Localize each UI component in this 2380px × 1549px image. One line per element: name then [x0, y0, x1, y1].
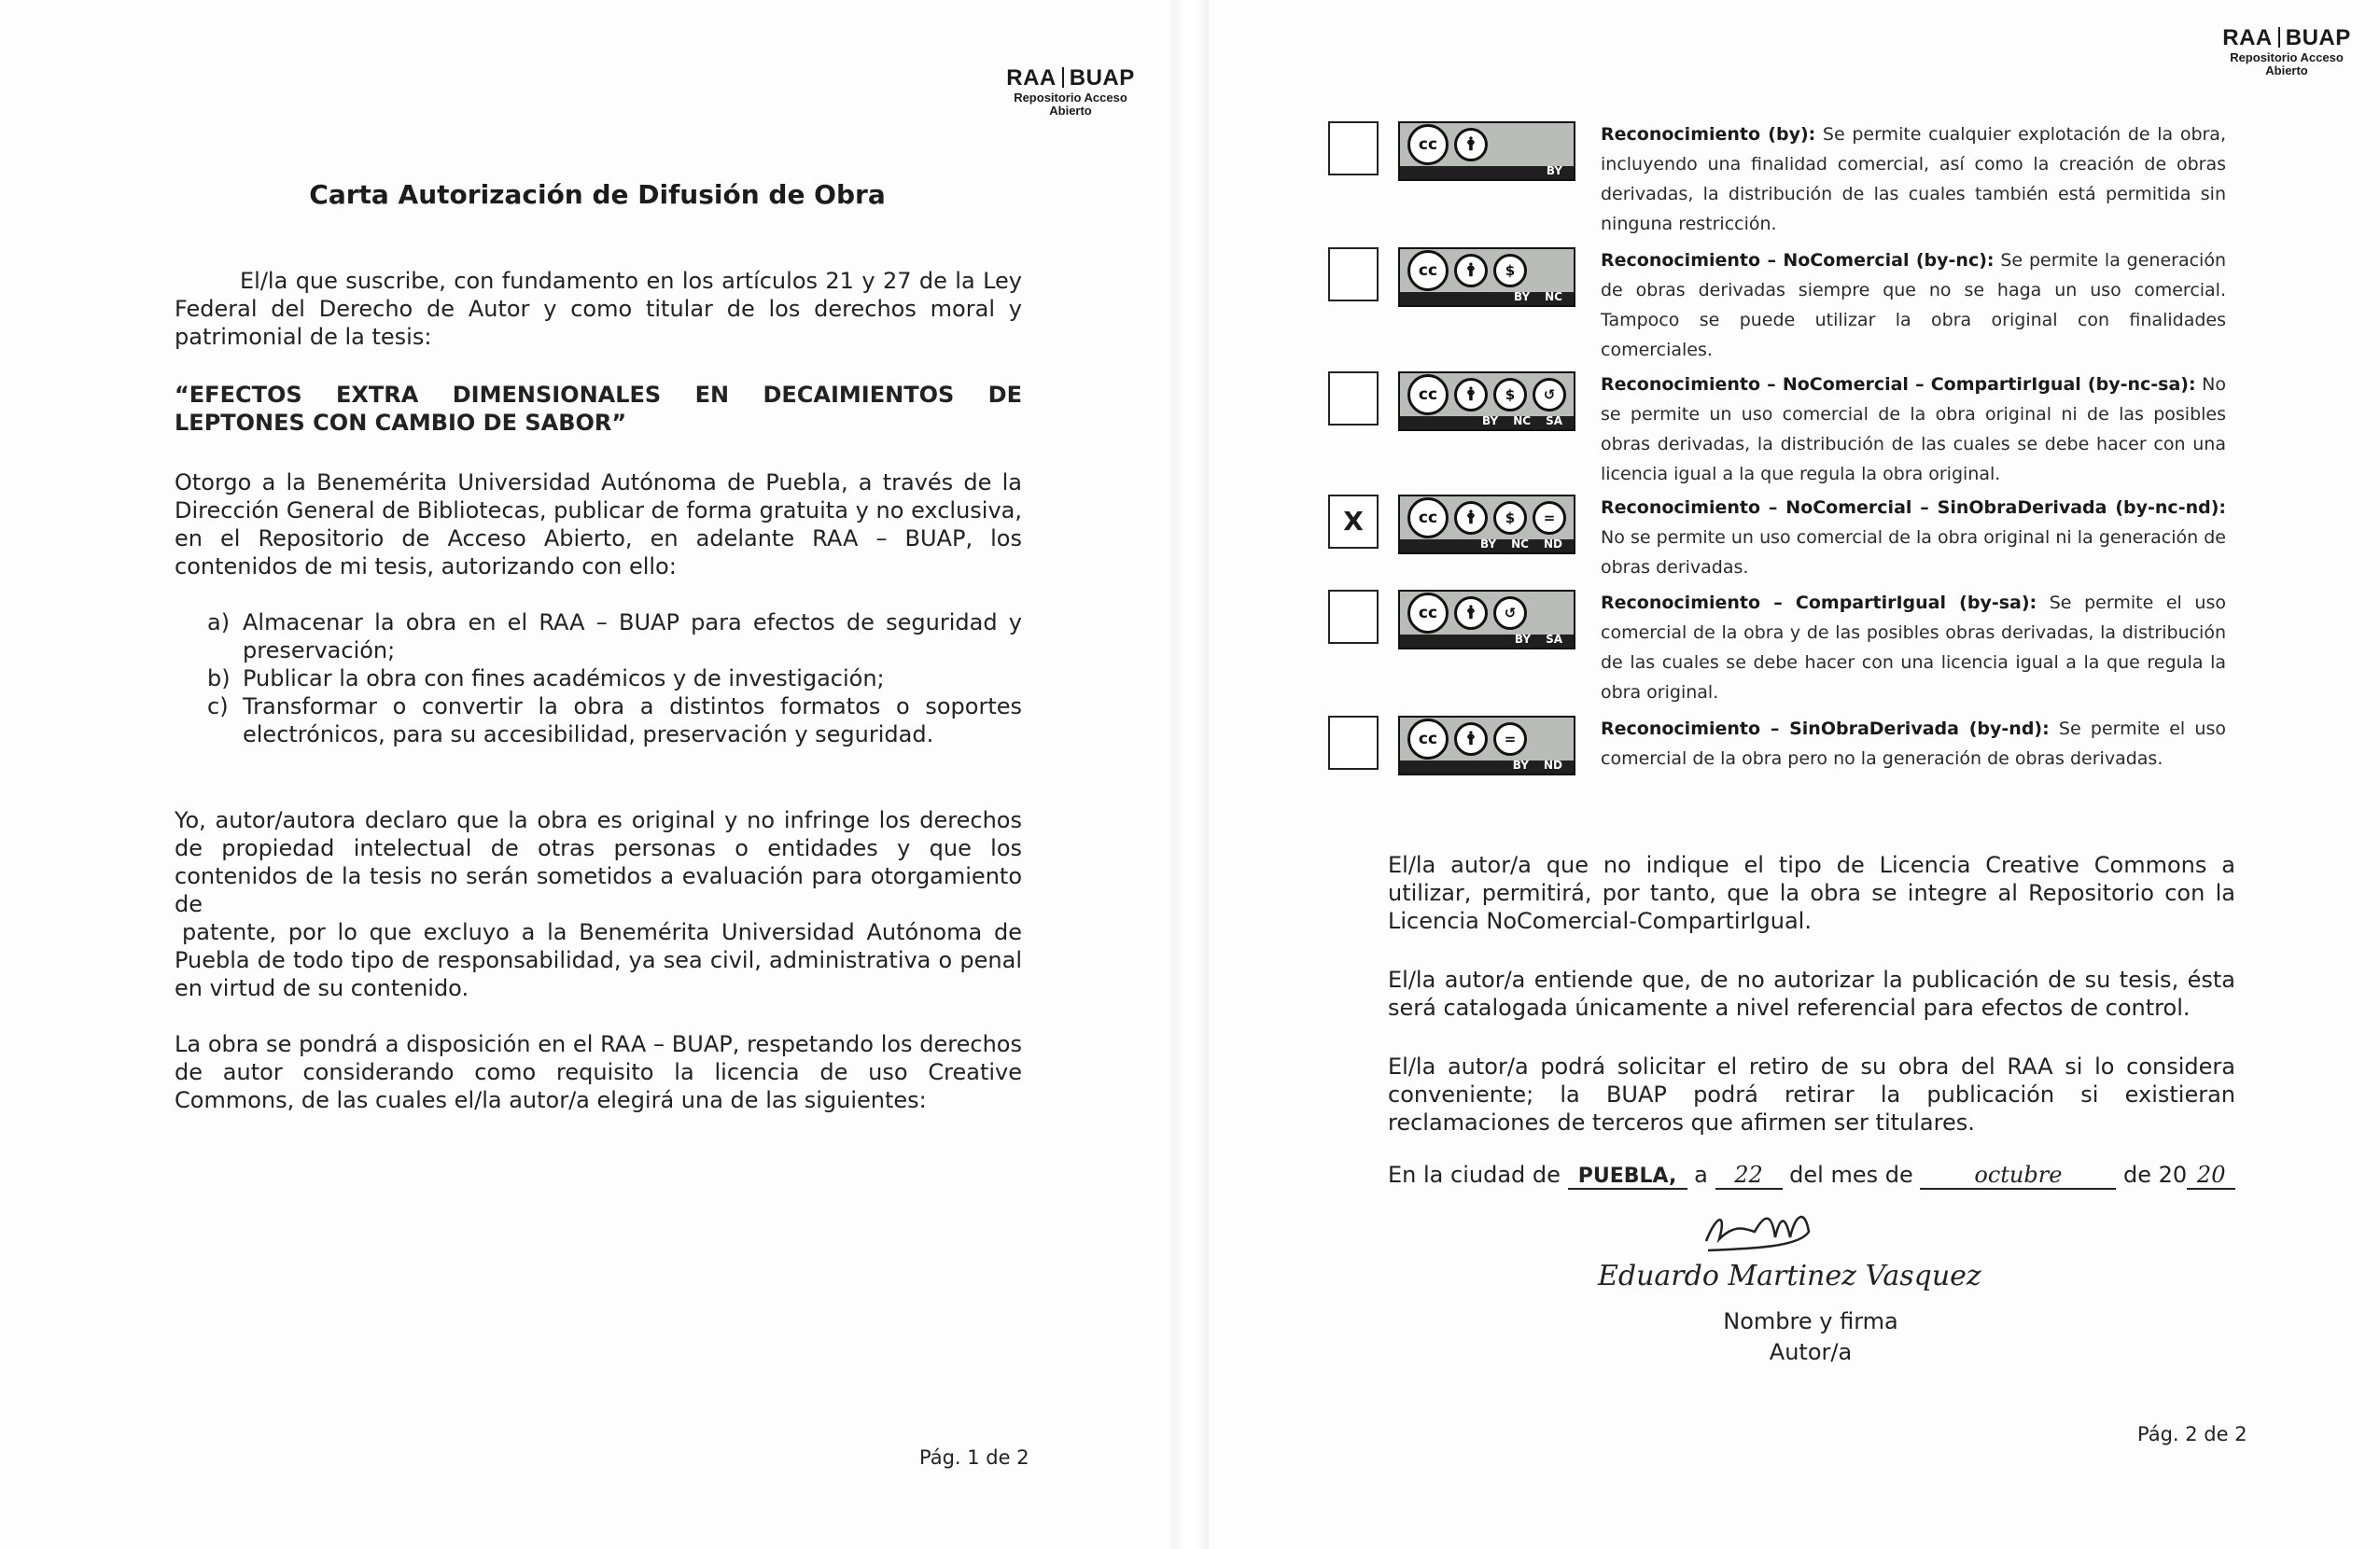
cc-code-label: NC — [1511, 537, 1529, 551]
cc-cc-icon: cc — [1407, 374, 1449, 415]
cc-nd-icon: = — [1533, 501, 1566, 535]
list-item — [207, 692, 1022, 748]
cc-cc-icon: cc — [1407, 497, 1449, 538]
declaration-paragraph — [175, 806, 1022, 1002]
license-name: Reconocimiento – NoComercial – CompartirIgual (by-nc-sa): — [1601, 374, 2196, 395]
list-item-label: a) — [207, 609, 231, 635]
license-checkbox[interactable] — [1328, 590, 1379, 644]
document-title: Carta Autorización de Difusión de Obra — [309, 179, 886, 210]
license-description — [1601, 370, 2226, 489]
license-name: Reconocimiento – NoComercial (by-nc): — [1601, 250, 1995, 271]
cc-license-badge — [1398, 121, 1575, 181]
list-item-label: b) — [207, 665, 231, 691]
default-license-paragraph: El/la autor/a que no indique el tipo de Licencia Creative Commons a utilizar, permitirá, por tanto, que la obra se integre al Repositorio con la Licencia NoComercial-CompartirIgual. — [1388, 852, 2235, 934]
page-one — [0, 0, 1171, 1549]
cc-code-label: NC — [1545, 290, 1562, 303]
page-gutter — [1171, 0, 1209, 1549]
raa-buap-logo — [2217, 25, 2357, 77]
disposition-paragraph: La obra se pondrá a disposición en el RAA – BUAP, respetando los derechos de autor considerando como requisito la licencia de uso Creative Commons, de las cuales el/la autor/a elegirá una de las siguientes: — [175, 1031, 1022, 1113]
cc-code-label: SA — [1546, 414, 1562, 427]
license-text: Se permite el uso comercial de la obra y de las posibles obras derivadas, la distribución de las cuales se debe hacer con una licencia igual a la que regula la obra original. — [1601, 593, 2226, 703]
signature-role: Autor/a — [1769, 1339, 1853, 1365]
year-field[interactable]: 20 — [2187, 1162, 2235, 1190]
authorization-list — [207, 608, 1022, 748]
list-item-text: Almacenar la obra en el RAA – BUAP para efectos de seguridad y preservación; — [243, 609, 1022, 663]
cc-sa-icon: ↺ — [1493, 596, 1527, 630]
list-item-text: Publicar la obra con fines académicos y de investigación; — [243, 665, 885, 691]
cc-code-label: SA — [1546, 633, 1562, 646]
license-description — [1601, 245, 2226, 365]
author-handwritten-name: Eduardo Martinez Vasquez — [1598, 1260, 1981, 1292]
year-prefix: de 20 — [2123, 1162, 2188, 1188]
cc-code-label: ND — [1543, 759, 1562, 772]
withdrawal-paragraph: El/la autor/a podrá solicitar el retiro de su obra del RAA si lo considera conveniente; la BUAP podrá retirar la publicación si existieran reclamaciones de terceros que afirmen ser titulares. — [1388, 1054, 2235, 1136]
license-text: No se permite un uso comercial de la obra original ni la generación de obras derivadas. — [1601, 527, 2226, 578]
month-field[interactable]: octubre — [1920, 1162, 2116, 1190]
cc-code-label: ND — [1543, 537, 1562, 551]
cc-code-label: BY — [1479, 537, 1497, 551]
cc-cc-icon: cc — [1407, 250, 1449, 291]
cc-nc-icon: $ — [1493, 501, 1527, 535]
license-name: Reconocimiento – CompartirIgual (by-sa): — [1601, 593, 2037, 613]
cc-by-icon: 🛉 — [1454, 722, 1488, 756]
cc-license-badge — [1398, 590, 1575, 649]
license-text: Se permite la generación de obras derivadas siempre que no se haga un uso comercial. Tampoco se puede utilizar la obra original con finalidades comerciales. — [1601, 250, 2227, 360]
license-checkbox[interactable] — [1328, 121, 1379, 175]
cc-license-badge — [1398, 371, 1575, 431]
cc-cc-icon: cc — [1407, 124, 1449, 165]
list-item-label: c) — [207, 693, 229, 719]
date-prefix: En la ciudad de — [1388, 1162, 1561, 1188]
cc-license-badge — [1398, 495, 1575, 554]
cc-by-icon: 🛉 — [1454, 254, 1488, 287]
signature-caption: Nombre y firma — [1723, 1308, 1898, 1334]
cc-code-label: BY — [1546, 164, 1562, 177]
cc-by-icon: 🛉 — [1454, 128, 1488, 161]
cc-code-label: BY — [1512, 759, 1529, 772]
cc-license-badge — [1398, 716, 1575, 775]
license-option — [1328, 247, 2261, 359]
date-a: a — [1694, 1162, 1708, 1188]
license-option — [1328, 590, 2261, 702]
license-checkbox[interactable] — [1328, 247, 1379, 301]
license-name: Reconocimiento – NoComercial – SinObraDerivada (by-nc-nd): — [1601, 497, 2226, 518]
intro-paragraph — [175, 267, 1022, 351]
intro-text: El/la que suscribe, con fundamento en los artículos 21 y 27 de la Ley Federal del Derecho de Autor y como titular de los derechos moral y patrimonial de la tesis: — [175, 268, 1022, 350]
declaration-text-a: Yo, autor/autora declaro que la obra es original y no infringe los derechos de propiedad intelectual de otras personas o entidades y que los contenidos de la tesis no serán sometidos a evaluación para otorgamiento de — [175, 807, 1022, 917]
list-item-text: Transformar o convertir la obra a distintos formatos o soportes electrónicos, para su accesibilidad, preservación y seguridad. — [243, 693, 1022, 747]
cc-by-icon: 🛉 — [1454, 596, 1488, 630]
cc-nd-icon: = — [1493, 722, 1527, 756]
cc-code-label: BY — [1513, 290, 1531, 303]
list-item — [207, 664, 1022, 692]
list-item — [207, 608, 1022, 664]
license-checkbox[interactable]: X — [1328, 495, 1379, 549]
license-text: Se permite cualquier explotación de la obra, incluyendo una finalidad comercial, así como la creación de obras derivadas, la distribución de las cuales también está permitida sin ninguna restricción. — [1601, 124, 2226, 234]
thesis-title: “EFECTOS EXTRA DIMENSIONALES EN DECAIMIENTOS DE LEPTONES CON CAMBIO DE SABOR” — [175, 382, 1022, 436]
cc-cc-icon: cc — [1407, 593, 1449, 634]
raa-buap-logo — [1001, 65, 1141, 118]
license-name: Reconocimiento – SinObraDerivada (by-nd): — [1601, 719, 2050, 739]
page-number: Pág. 1 de 2 — [919, 1446, 1029, 1469]
license-description — [1601, 588, 2226, 707]
logo-raa: RAA — [2222, 25, 2273, 50]
license-text: No se permite un uso comercial de la obra original ni de las posibles obras derivadas, la distribución de las cuales se debe hacer con una licencia igual a la que regula la obra original. — [1601, 374, 2226, 484]
logo-line-2: Abierto — [1049, 104, 1092, 118]
license-option — [1328, 371, 2261, 483]
cc-sa-icon: ↺ — [1533, 378, 1566, 412]
no-authorization-paragraph: El/la autor/a entiende que, de no autorizar la publicación de su tesis, ésta será catalogada únicamente a nivel referencial para efectos de control. — [1388, 967, 2235, 1021]
month-prefix: del mes de — [1789, 1162, 1913, 1188]
day-field[interactable]: 22 — [1715, 1162, 1783, 1190]
cc-code-label: BY — [1482, 414, 1499, 427]
license-description — [1601, 493, 2226, 582]
cc-code-label: BY — [1514, 633, 1532, 646]
cc-by-icon: 🛉 — [1454, 501, 1488, 535]
license-checkbox[interactable] — [1328, 371, 1379, 426]
page-number: Pág. 2 de 2 — [2137, 1423, 2247, 1445]
license-text: Se permite el uso comercial de la obra pero no la generación de obras derivadas. — [1601, 719, 2226, 769]
logo-buap: BUAP — [2285, 25, 2351, 50]
logo-raa: RAA — [1006, 65, 1057, 91]
city-field[interactable]: PUEBLA, — [1568, 1165, 1687, 1190]
cc-code-label: NC — [1513, 414, 1532, 427]
logo-line-1: Repositorio Acceso — [2230, 50, 2344, 64]
grant-paragraph: Otorgo a la Benemérita Universidad Autónoma de Puebla, a través de la Dirección General de Bibliotecas, publicar de forma gratuita y no exclusiva, en el Repositorio de Acceso Abierto, en adelante RAA – BUAP, los contenidos de mi tesis, autorizando con ello: — [175, 469, 1022, 579]
declaration-text-b: patente, por lo que excluyo a la Benemérita Universidad Autónoma de Puebla de todo tipo de responsabilidad, ya sea civil, administrativa o penal en virtud de su contenido. — [175, 919, 1022, 1001]
signature-scribble — [1699, 1204, 1820, 1258]
license-option — [1328, 121, 2261, 233]
cc-license-badge — [1398, 247, 1575, 307]
cc-nc-icon: $ — [1493, 378, 1527, 412]
license-name: Reconocimiento (by): — [1601, 124, 1816, 145]
cc-nc-icon: $ — [1493, 254, 1527, 287]
date-line — [1388, 1162, 2237, 1190]
cc-cc-icon: cc — [1407, 719, 1449, 760]
cc-by-icon: 🛉 — [1454, 378, 1488, 412]
license-checkbox[interactable] — [1328, 716, 1379, 770]
logo-line-1: Repositorio Acceso — [1014, 91, 1127, 105]
license-description — [1601, 119, 2226, 239]
license-option — [1328, 716, 2261, 828]
license-description — [1601, 714, 2226, 774]
logo-buap: BUAP — [1069, 65, 1135, 91]
logo-line-2: Abierto — [2265, 63, 2308, 77]
